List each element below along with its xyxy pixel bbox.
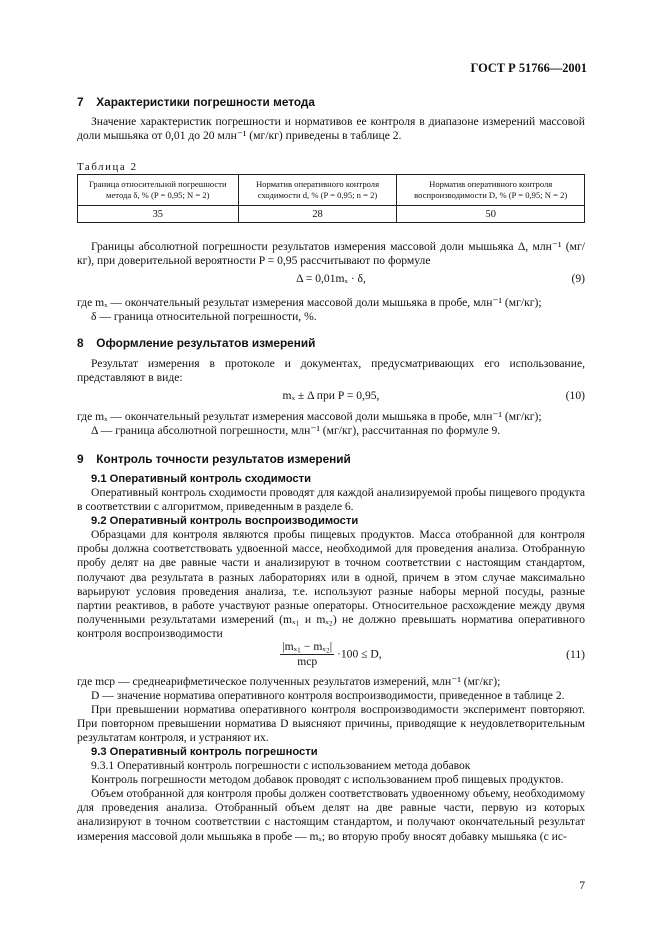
section-7-number: 7 xyxy=(77,95,84,109)
formula-10-where-2: Δ — граница абсолютной погрешности, млн⁻¹ (мг/кг), рассчитанная по формуле 9. xyxy=(91,424,501,437)
formula-10-where-1: где mₓ — окончательный результат измерения массовой доли мышьяка в пробе, млн⁻¹ (мг/кг); xyxy=(77,410,542,423)
formula-9: Δ = 0,01mₓ · δ, xyxy=(296,272,366,285)
subsection-9-3-title: 9.3 Оперативный контроль погрешности xyxy=(91,746,318,758)
subsection-9-3-1-text-2: Объем отобранной для контроля пробы должен соответствовать удвоенному объему, необходимому для проведения анализа. Отобранный объем делят на две равные части, первую из которых анализируют в точном соответствии с настоящим стандартом, и получают окончательный результат измерения массовой доли мышьяка в пробе — mₓ; во вторую пробу вносят добавку мышьяка (с ис- xyxy=(77,787,585,843)
section-8-heading xyxy=(77,336,585,350)
section-8-number: 8 xyxy=(77,336,84,350)
page-number: 7 xyxy=(579,879,585,892)
subsection-9-1-title: 9.1 Оперативный контроль сходимости xyxy=(91,473,312,485)
section-9-number: 9 xyxy=(77,452,84,466)
table-2-caption: Таблица 2 xyxy=(77,161,138,173)
subsection-9-2-text: Образцами для контроля являются пробы пищевых продуктов. Масса отобранной для контроля пробы должна соответствовать удвоенной массе, необходимой для проведения анализа. Отобранную пробу делят на две равные части и анализируют в точном соответствии с настоящим стандартом, получают два результата в разных лабораториях или в одной, причем в этом случае максимально варьируют условия проведения анализа, т.е. используют разные наборы мерной посуды, разные партии реактивов, в работе участвуют разные операторы. Относительное расхождение между двумя полученными результатами измерений (mₓ₁ и mₓ₂) не должно превышать норматива оперативного контроля воспроизводимости xyxy=(77,528,585,641)
table-2-header-row xyxy=(78,175,585,206)
subsection-9-3-1-text-1: Контроль погрешности методом добавок проводят с использованием проб пищевых продуктов. xyxy=(91,773,564,786)
subsection-9-3-1-title: 9.3.1 Оперативный контроль погрешности с использованием метода добавок xyxy=(91,759,471,772)
formula-9-number: (9) xyxy=(571,272,585,285)
subsection-9-1-text: Оперативный контроль сходимости проводят для каждой анализируемой пробы пищевого продукта в соответствии с алгоритмом, приведенным в разделе 6. xyxy=(77,486,585,514)
formula-10: mₓ ± Δ при P = 0,95, xyxy=(282,389,380,402)
section-8-title: Оформление результатов измерений xyxy=(96,336,316,350)
table-2-header-cell: Норматив оперативного контроля сходимости d, % (P = 0,95; n = 2) xyxy=(238,175,397,206)
formula-9-where-2: δ — граница относительной погрешности, %. xyxy=(91,310,317,323)
table-2 xyxy=(77,174,585,223)
formula-11-where-1: где mср — среднеарифметическое полученных результатов измерений, млн⁻¹ (мг/кг); xyxy=(77,675,501,688)
table-2-header-cell: Норматив оперативного контроля воспроизводимости D, % (P = 0,95; N = 2) xyxy=(397,175,585,206)
section-8-text: Результат измерения в протоколе и документах, предусматривающих его использование, представляют в виде: xyxy=(77,357,585,385)
formula-9-where-1: где mₓ — окончательный результат измерения массовой доли мышьяка в пробе, млн⁻¹ (мг/кг); xyxy=(77,296,542,309)
section-9-title: Контроль точности результатов измерений xyxy=(96,452,351,466)
formula-11 xyxy=(77,640,585,669)
table-2-value-cell: 28 xyxy=(238,206,397,223)
section-7-heading xyxy=(77,95,585,109)
formula-10-number: (10) xyxy=(565,389,585,402)
formula-11-fraction xyxy=(280,640,334,669)
section-7-title: Характеристики погрешности метода xyxy=(96,95,315,109)
section-9-heading xyxy=(77,452,585,466)
document-code: ГОСТ Р 51766—2001 xyxy=(470,61,587,75)
table-2-value-cell: 35 xyxy=(78,206,239,223)
formula-11-numerator: |mₓ₁ − mₓ₂| xyxy=(280,640,334,655)
formula-11-tail: ·100 ≤ D, xyxy=(337,647,382,661)
table-2-value-cell: 50 xyxy=(397,206,585,223)
abs-error-text: Границы абсолютной погрешности результатов измерения массовой доли мышьяка Δ, млн⁻¹ (мг/кг), при доверительной вероятности P = 0,95 рассчитывают по формуле xyxy=(77,240,585,268)
subsection-9-2-title: 9.2 Оперативный контроль воспроизводимости xyxy=(91,515,359,527)
subsection-9-2-text-2: При превышении норматива оперативного контроля воспроизводимости эксперимент повторяют. При повторном превышении норматива D выясняют причины, приводящие к неудовлетворительным результатам контроля, и устраняют их. xyxy=(77,703,585,745)
table-2-header-cell: Граница относительной погрешности метода δ, % (P = 0,95; N = 2) xyxy=(78,175,239,206)
section-7-intro: Значение характеристик погрешности и нормативов ее контроля в диапазоне измерений массовой доли мышьяка от 0,01 до 20 млн⁻¹ (мг/кг) приведены в таблице 2. xyxy=(77,115,585,143)
table-2-value-row xyxy=(78,206,585,223)
formula-11-number: (11) xyxy=(566,648,585,661)
formula-11-denominator: mср xyxy=(297,655,318,669)
formula-11-where-2: D — значение норматива оперативного контроля воспроизводимости, приведенное в таблице 2. xyxy=(91,689,565,702)
